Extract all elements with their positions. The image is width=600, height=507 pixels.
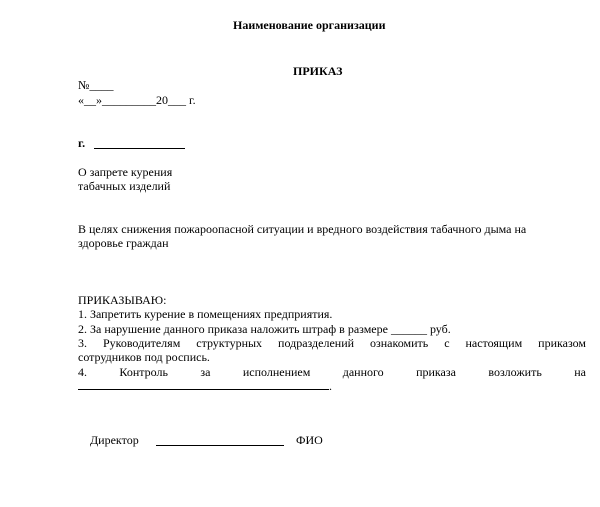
order-item-1: 1. Запретить курение в помещениях предприятия. xyxy=(78,307,333,321)
order-date: «__»_________20___ г. xyxy=(78,93,196,107)
item4-word: на xyxy=(574,365,586,379)
item3-word: с xyxy=(444,336,450,350)
subject-line-1: О запрете курения xyxy=(78,165,173,179)
document-title: ПРИКАЗ xyxy=(293,64,343,78)
signature-title: Директор xyxy=(90,433,139,447)
item4-word: 4. xyxy=(78,365,87,379)
item4-word: приказа xyxy=(416,365,456,379)
order-item-2: 2. За нарушение данного приказа наложить штраф в размере ______ руб. xyxy=(78,322,451,336)
subject-line-2: табачных изделий xyxy=(78,179,171,193)
signature-name: ФИО xyxy=(296,433,323,447)
item4-word: исполнением xyxy=(242,365,311,379)
order-item-4-period: . xyxy=(329,379,332,393)
item3-word: Руководителям xyxy=(102,336,181,350)
signature-blank-line xyxy=(156,445,284,446)
item3-word: ознакомить xyxy=(370,336,429,350)
organization-name: Наименование организации xyxy=(233,18,386,32)
item4-word: данного xyxy=(342,365,384,379)
city-blank-line xyxy=(94,148,185,149)
responsible-person-blank-line xyxy=(78,389,329,390)
order-item-3-line-1 xyxy=(78,336,586,350)
order-item-4-line-1 xyxy=(78,365,586,379)
item3-word: структурных xyxy=(196,336,263,350)
city-label: г. xyxy=(78,136,86,150)
item4-word: за xyxy=(200,365,211,379)
order-number: №____ xyxy=(78,78,114,92)
preamble-line-2: здоровье граждан xyxy=(78,236,169,250)
item3-word: настоящим xyxy=(465,336,523,350)
order-item-3-line-2: сотрудников под роспись. xyxy=(78,350,210,364)
item4-word: возложить xyxy=(488,365,542,379)
item3-word: подразделений xyxy=(278,336,355,350)
item3-word: приказом xyxy=(538,336,586,350)
preamble-line-1: В целях снижения пожароопасной ситуации и вредного воздействия табачного дыма на xyxy=(78,222,527,236)
item3-word: 3. xyxy=(78,336,87,350)
order-heading: ПРИКАЗЫВАЮ: xyxy=(78,293,167,307)
item4-word: Контроль xyxy=(119,365,168,379)
